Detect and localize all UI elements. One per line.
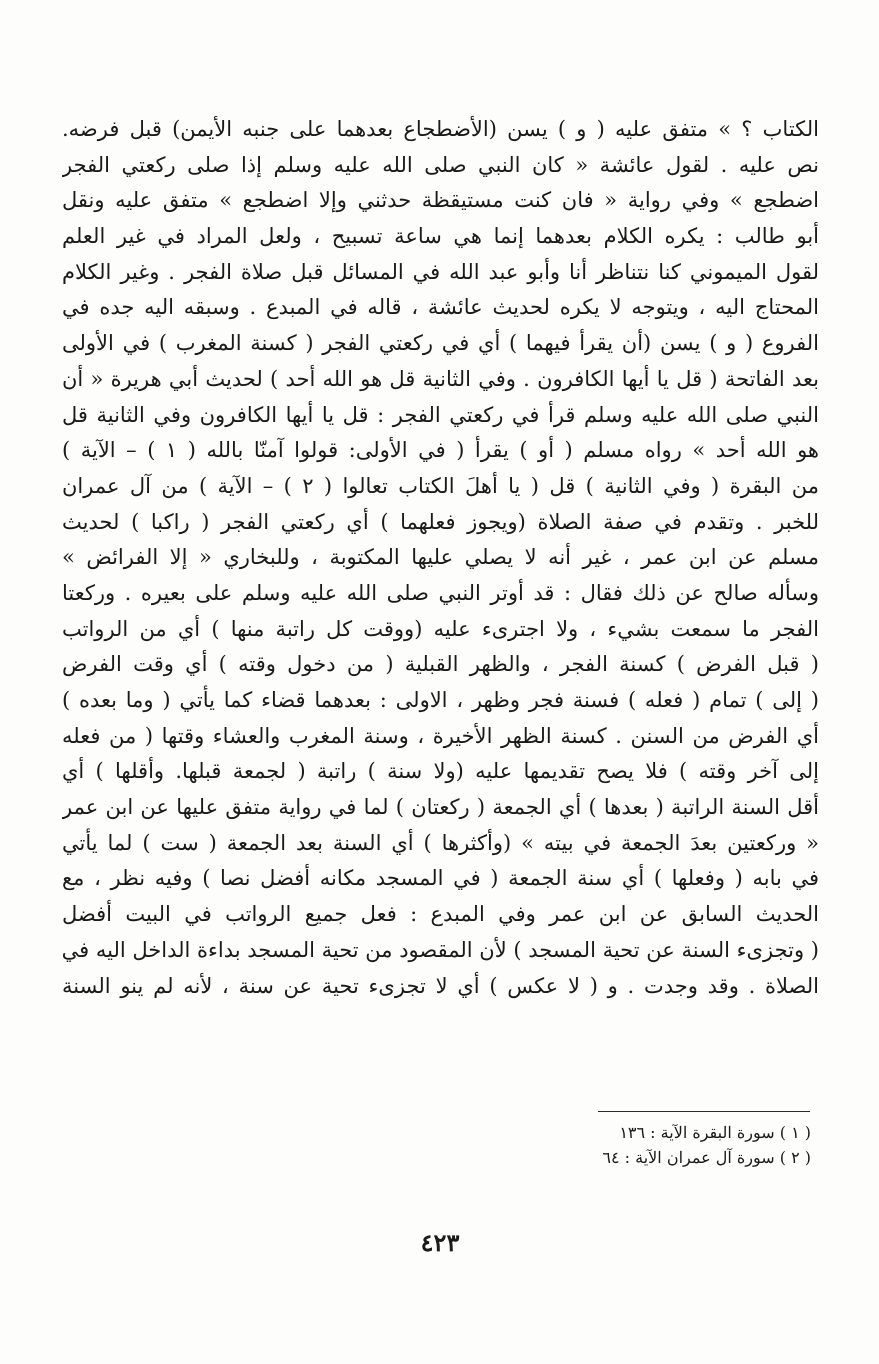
text-line: للخبر . وتقدم في صفة الصلاة (ويجوز فعلهما ) أي ركعتي الفجر ( راكبا ) لحديث bbox=[62, 509, 819, 534]
text-line: من البقرة ( وفي الثانية ) قل ( يا أهلَ الكتاب تعالوا ( ٢ ) – الآية ) من آل عمران bbox=[62, 473, 819, 498]
text-line: ( إلى ) تمام ( فعله ) فسنة فجر وظهر ، الاولى : بعدهما قضاء كما يأتي ( وما بعده ) bbox=[62, 688, 819, 712]
text-line: الفجر ما سمعت بشيء ، ولا اجترىء عليه (ووقت كل راتبة منها ) أي من الرواتب bbox=[62, 616, 819, 641]
text-line: الحديث السابق عن ابن عمر وفي المبدع : فعل جميع الرواتب في البيت أفضل bbox=[62, 902, 819, 927]
text-line: وسأله صالح عن ذلك فقال : قد أوتر النبي صلى الله عليه وسلم على بعيره . وركعتا bbox=[62, 580, 819, 605]
text-line: الكتاب ؟ » متفق عليه ( و ) يسن (الأضطجاع بعدهما على جنبه الأيمن) قبل فرضه. bbox=[62, 117, 819, 141]
text-line: هو الله أحد » رواه مسلم ( أو ) يقرأ ( في الأولى: قولوا آمنّا بالله ( ١ ) – الآية ) bbox=[62, 438, 819, 463]
text-line: أي الفرض من السنن . كسنة الظهر الأخيرة ، وسنة المغرب والعشاء وقتها ( من فعله bbox=[62, 723, 819, 748]
page-number: ٤٢٣ bbox=[420, 1228, 460, 1257]
text-line: مسلم عن ابن عمر ، غير أنه لا يصلي عليها المكتوبة ، وللبخاري « إلا الفرائض » bbox=[62, 545, 819, 570]
text-line: لقول الميموني كنا نتناظر أنا وأبو عبد الله في المسائل قبل صلاة الفجر . وغير الكلام bbox=[62, 259, 819, 284]
text-line: المحتاج اليه ، ويتوجه لا يكره لحديث عائشة ، قاله في المبدع . وسبقه اليه جده في bbox=[62, 295, 819, 320]
footnote-divider bbox=[598, 1111, 810, 1112]
text-line: أقل السنة الراتبة ( بعدها ) أي الجمعة ( ركعتان ) لما في رواية متفق عليها عن ابن عمر bbox=[62, 795, 819, 820]
text-line: « وركعتين بعدَ الجمعة في بيته » (وأكثرها ) أي السنة بعد الجمعة ( ست ) لما يأتي bbox=[62, 830, 819, 855]
text-line: أبو طالب : يكره الكلام بعدهما إنما هي ساعة تسبيح ، ولعل المراد في غير العلم bbox=[62, 224, 819, 249]
text-line: في بابه ( وفعلها ) أي سنة الجمعة ( في المسجد مكانه أفضل نصا ) وفيه نظر ، مع bbox=[62, 866, 819, 891]
text-line: ( وتجزىء السنة عن تحية المسجد ) لأن المقصود من تحية المسجد بداءة الداخل اليه في bbox=[62, 937, 819, 962]
text-line: النبي صلى الله عليه وسلم قرأ في ركعتي الفجر : قل يا أيها الكافرون وفي الثانية قل bbox=[62, 402, 819, 427]
footnote-2: ( ٢ ) سورة آل عمران الآية : ٦٤ bbox=[602, 1148, 811, 1167]
text-line: بعد الفاتحة ( قل يا أيها الكافرون . وفي الثانية قل هو الله أحد ) لحديث أبي هريرة « أن bbox=[62, 366, 819, 391]
footnote-1: ( ١ ) سورة البقرة الآية : ١٣٦ bbox=[619, 1123, 811, 1142]
text-line: الصلاة . وقد وجدت . و ( لا عكس ) أي لا تجزىء تحية عن سنة ، لأنه لم ينو السنة bbox=[62, 973, 819, 998]
main-text-block bbox=[62, 112, 819, 1004]
text-line: نص عليه . لقول عائشة « كان النبي صلى الله عليه وسلم إذا صلى ركعتي الفجر bbox=[62, 152, 819, 177]
footnotes bbox=[500, 1120, 811, 1170]
text-line: الفروع ( و ) يسن (أن يقرأ فيهما ) أي في ركعتي الفجر ( كسنة المغرب ) في الأولى bbox=[62, 331, 819, 356]
text-line: إلى آخر وقته ) فلا يصح تقديمها عليه (ولا سنة ) راتبة ( لجمعة قبلها. وأقلها ) أي bbox=[62, 759, 819, 784]
text-line: ( قبل الفرض ) كسنة الفجر ، والظهر القبلية ( من دخول وقته ) أي وقت الفرض bbox=[62, 652, 819, 677]
text-line: اضطجع » وفي رواية « فان كنت مستيقظة حدثني وإلا اضطجع » متفق عليه ونقل bbox=[62, 188, 819, 213]
